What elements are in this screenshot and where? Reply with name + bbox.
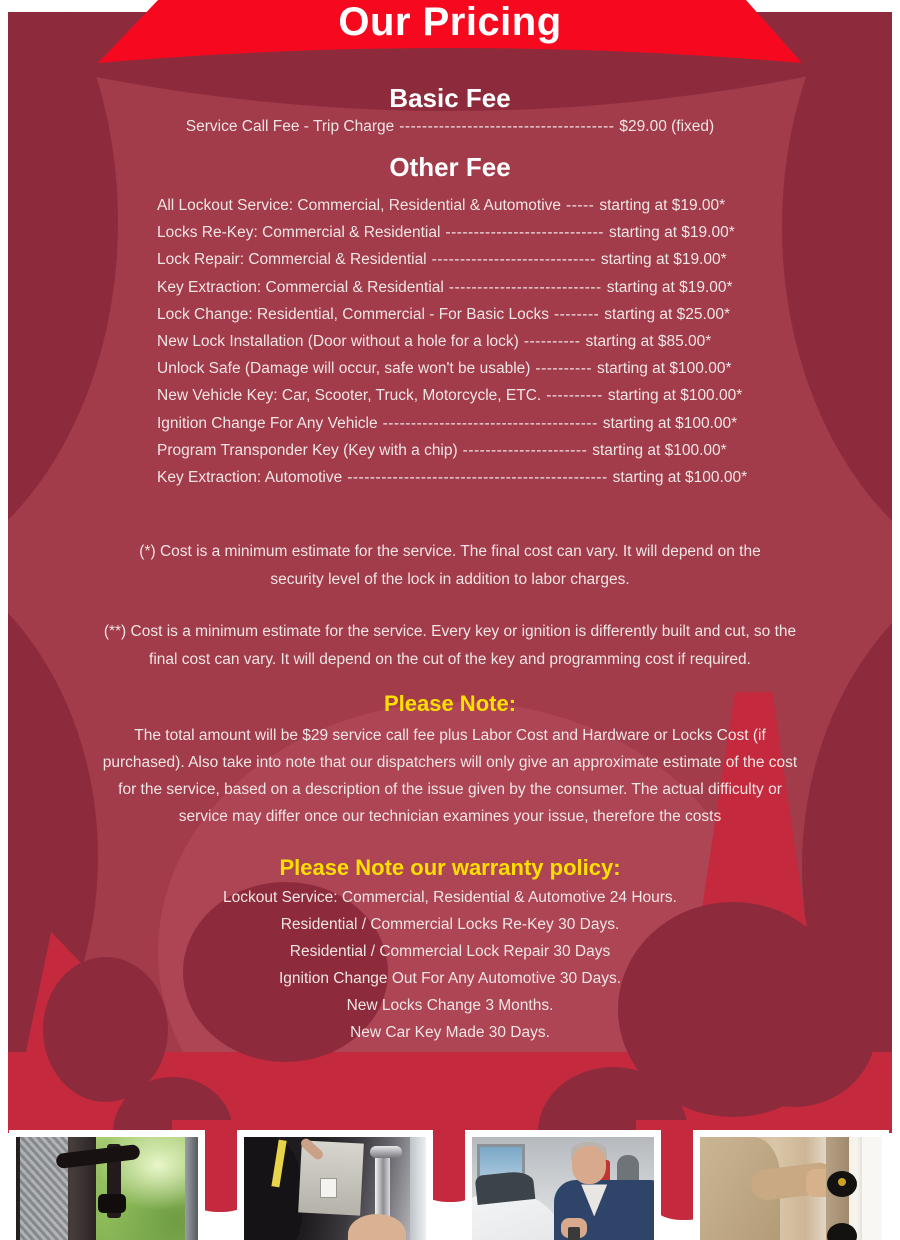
fee-label: Service Call Fee - Trip Charge [185, 118, 395, 135]
footnote-double-asterisk: (**) Cost is a minimum estimate for the service. Every key or ignition is differently built and cut, so the final cost can vary. It will depend on the cut of the key and programming cost if required. [103, 623, 797, 668]
mechanic-head [572, 1146, 606, 1184]
fee-label: Key Extraction: Commercial & Residential [157, 278, 444, 296]
please-note-heading: Please Note: [383, 691, 517, 716]
fee-row [157, 274, 747, 301]
photo-frame [237, 1130, 433, 1240]
fee-leader: ---------------------------- [445, 224, 604, 242]
fee-price: starting at $100.00* [612, 469, 748, 487]
fee-leader: ---------- [535, 360, 593, 378]
fee-label: Locks Re-Key: Commercial & Residential [157, 224, 441, 242]
fee-price: $29.00 (fixed) [619, 118, 715, 135]
page-title: Our Pricing [338, 0, 562, 44]
fee-label: All Lockout Service: Commercial, Residential & Automotive [157, 197, 562, 214]
fee-label: Program Transponder Key (Key with a chip) [157, 441, 458, 459]
photo-frame [693, 1130, 889, 1240]
fee-leader: ---------- [546, 387, 603, 405]
fee-leader: --------------------------- [448, 278, 602, 296]
fee-leader: ---------------------------------------------- [347, 469, 608, 487]
fee-leader: ---------------------- [462, 441, 588, 459]
fee-row [157, 382, 747, 409]
fee-price: starting at $19.00* [606, 278, 733, 296]
mechanic-handing-car-keys-photo [472, 1137, 654, 1240]
fee-row [157, 355, 747, 382]
window-frame [185, 1137, 198, 1240]
fee-row [157, 437, 747, 464]
fee-price: starting at $85.00* [585, 333, 712, 351]
fee-price: starting at $100.00* [602, 414, 738, 432]
other-fee-list [157, 192, 747, 491]
fee-row [157, 192, 747, 219]
fee-row [157, 219, 747, 246]
door-edge [410, 1137, 426, 1240]
fee-leader: ----- [566, 197, 595, 214]
other-fee-heading: Other Fee [389, 152, 511, 182]
fee-row [157, 464, 747, 491]
person-arm [244, 1137, 302, 1240]
fee-price: starting at $100.00* [592, 441, 727, 459]
locksmith-repairing-door-lock-photo [700, 1137, 882, 1240]
fee-price: starting at $100.00* [597, 360, 732, 378]
hand-on-handle [348, 1214, 406, 1240]
fee-label: Unlock Safe (Damage will occur, safe won't be usable) [157, 360, 531, 378]
warranty-item: Ignition Change Out For Any Automotive 30 Days. [278, 970, 622, 987]
fee-label: Key Extraction: Automotive [157, 469, 343, 487]
fee-leader: ----------------------------- [431, 251, 596, 269]
fee-label: Ignition Change For Any Vehicle [157, 414, 378, 432]
warranty-policy-list [0, 884, 900, 1046]
warranty-item: New Locks Change 3 Months. [346, 997, 554, 1014]
fee-leader: -------- [553, 305, 600, 323]
keypad-button [320, 1178, 337, 1198]
fee-label: New Lock Installation (Door without a hole for a lock) [157, 333, 519, 351]
photo-frame [465, 1130, 661, 1240]
deadbolt-knob [98, 1194, 126, 1213]
car-keys [568, 1227, 580, 1240]
fee-price: starting at $25.00* [604, 305, 731, 323]
fee-row [157, 246, 747, 273]
fee-price: starting at $19.00* [599, 197, 726, 214]
fee-label: New Vehicle Key: Car, Scooter, Truck, Motorcycle, ETC. [157, 387, 542, 405]
bright-doorway [862, 1137, 882, 1240]
fee-price: starting at $100.00* [607, 387, 743, 405]
fee-price: starting at $19.00* [600, 251, 727, 269]
fee-leader: ---------- [523, 333, 581, 351]
fee-row [157, 301, 747, 328]
please-note-body: The total amount will be $29 service call fee plus Labor Cost and Hardware or Locks Cost (if purchased). Also take into note that our dispatchers will only give an approximate estimate of the cost for the service, based on a description of the issue given by the consumer. The actual difficulty or service may differ once our technician examines your issue, therefore the costs [102, 727, 798, 825]
keypad-door-entry-photo [244, 1137, 426, 1240]
warranty-item: Residential / Commercial Locks Re-Key 30 Days. [280, 916, 620, 933]
footnote-single-asterisk: (*) Cost is a minimum estimate for the service. The final cost can vary. It will depend on the security level of the lock in addition to labor charges. [139, 543, 761, 588]
door-knob [827, 1223, 857, 1240]
lock-keyhole [838, 1178, 846, 1186]
chrome-handle-top [370, 1146, 402, 1158]
fee-label: Lock Repair: Commercial & Residential [157, 251, 427, 269]
warranty-policy-heading: Please Note our warranty policy: [279, 855, 621, 880]
fee-row [157, 410, 747, 437]
basic-fee-row [0, 118, 900, 136]
basic-fee-heading: Basic Fee [389, 83, 511, 113]
warranty-item: Lockout Service: Commercial, Residential & Automotive 24 Hours. [222, 889, 677, 906]
warranty-item: Residential / Commercial Lock Repair 30 Days [289, 943, 611, 960]
fee-label: Lock Change: Residential, Commercial - For Basic Locks [157, 305, 549, 323]
fee-row [157, 328, 747, 355]
warranty-item: New Car Key Made 30 Days. [350, 1024, 550, 1041]
fee-leader: -------------------------------------- [382, 414, 598, 432]
fee-price: starting at $19.00* [608, 224, 735, 242]
photo-frame [9, 1130, 205, 1240]
door-lock-and-handle-photo [16, 1137, 198, 1240]
fee-leader: -------------------------------------- [399, 118, 615, 135]
